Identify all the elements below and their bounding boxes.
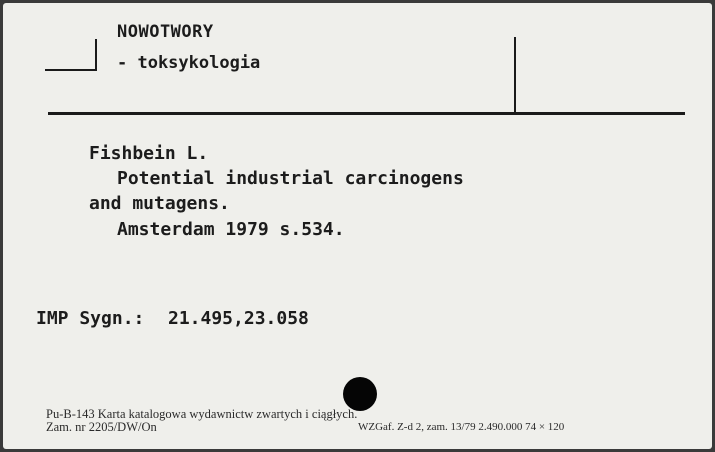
footer-form-line: Pu-B-143 Karta katalogowa wydawnictw zwartych i ciągłych. <box>46 407 358 421</box>
signature-label: IMP Sygn.: <box>36 308 145 329</box>
footer-printer-info: WZGaf. Z-d 2, zam. 13/79 2.490.000 74 × 120 <box>358 421 565 433</box>
punch-hole <box>343 377 377 411</box>
header-left-rule <box>95 39 97 71</box>
category-heading: NOWOTWORY <box>117 22 214 42</box>
header-right-rule <box>514 37 516 113</box>
title-line-1: Potential industrial carcinogens <box>117 168 464 189</box>
signature-value: 21.495,23.058 <box>168 308 309 329</box>
publication: Amsterdam 1979 s.534. <box>117 219 345 240</box>
header-short-rule <box>45 69 95 71</box>
subcategory-heading: - toksykologia <box>117 53 261 73</box>
footer-order-number: Zam. nr 2205/DW/On <box>46 420 157 434</box>
title-line-2: and mutagens. <box>89 193 230 214</box>
author: Fishbein L. <box>89 143 209 164</box>
catalog-card <box>3 3 712 449</box>
header-bottom-rule <box>48 112 685 115</box>
